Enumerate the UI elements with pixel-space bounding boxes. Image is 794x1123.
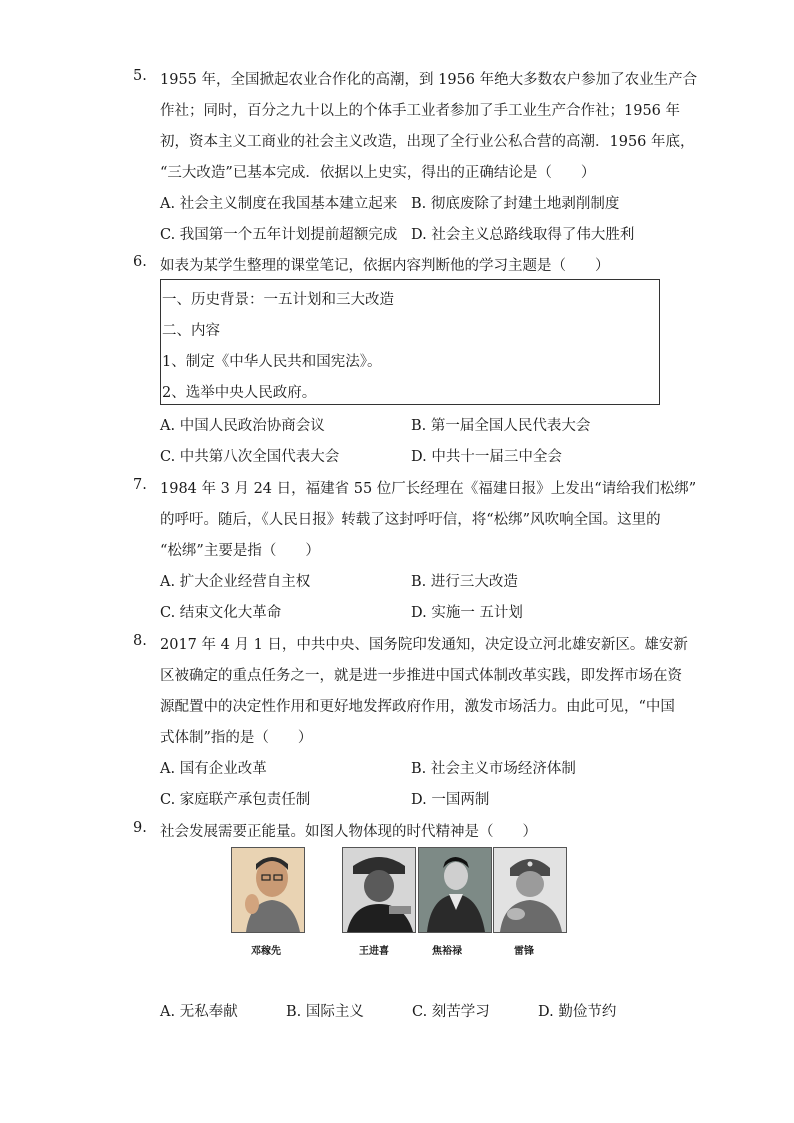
question-text-line: 1984 年 3 月 24 日，福建省 55 位厂长经理在《福建日报》上发出“请给我们松绑” — [160, 481, 697, 497]
figures-photo-strip — [231, 847, 565, 933]
option-a[interactable]: A. 中国人民政治协商会议 — [160, 418, 325, 434]
question-number: 6. — [133, 254, 147, 270]
option-a[interactable]: A. 国有企业改革 — [160, 761, 267, 777]
person-icon — [343, 848, 415, 932]
option-d[interactable]: D. 中共十一届三中全会 — [411, 449, 562, 465]
question-number: 7. — [133, 477, 147, 493]
question-number: 8. — [133, 633, 147, 649]
notes-row: 2、选举中央人民政府。 — [162, 385, 317, 401]
person-icon — [419, 848, 491, 932]
question-text-line: 初，资本主义工商业的社会主义改造，出现了全行业公私合营的高潮．1956 年底， — [160, 134, 695, 150]
question-number: 5. — [133, 68, 147, 84]
option-c[interactable]: C. 家庭联产承包责任制 — [160, 792, 311, 808]
person-icon — [232, 848, 304, 932]
portrait-photo-4 — [493, 847, 567, 933]
option-b[interactable]: B. 社会主义市场经济体制 — [411, 761, 576, 777]
class-notes-table — [160, 279, 660, 405]
option-a[interactable]: A. 扩大企业经营自主权 — [160, 574, 311, 590]
question-text-line: 源配置中的决定性作用和更好地发挥政府作用，激发市场活力。由此可见，“中国 — [160, 699, 675, 715]
option-c[interactable]: C. 我国第一个五年计划提前超额完成 — [160, 227, 398, 243]
photo-caption-2: 王进喜 — [359, 946, 389, 957]
option-b[interactable]: B. 第一届全国人民代表大会 — [411, 418, 591, 434]
option-b[interactable]: B. 进行三大改造 — [411, 574, 518, 590]
option-a[interactable]: A. 社会主义制度在我国基本建立起来 — [160, 196, 398, 212]
option-b[interactable]: B. 国际主义 — [286, 1004, 364, 1020]
question-text-line: 区被确定的重点任务之一，就是进一步推进中国式体制改革实践，即发挥市场在资 — [160, 668, 682, 684]
notes-row: 二、内容 — [162, 323, 220, 339]
question-text-line: “松绑”主要是指（ ） — [160, 543, 320, 559]
option-c[interactable]: C. 刻苦学习 — [412, 1004, 490, 1020]
person-icon — [494, 848, 566, 932]
option-d[interactable]: D. 勤俭节约 — [538, 1004, 617, 1020]
question-text-line: 式体制”指的是（ ） — [160, 730, 313, 746]
portrait-photo-1 — [231, 847, 305, 933]
portrait-photo-2 — [342, 847, 416, 933]
photo-caption-3: 焦裕禄 — [432, 946, 462, 957]
question-text-line: 如表为某学生整理的课堂笔记，依据内容判断他的学习主题是（ ） — [160, 258, 610, 274]
photo-caption-1: 邓稼先 — [251, 946, 281, 957]
question-text-line: 2017 年 4 月 1 日，中共中央、国务院印发通知，决定设立河北雄安新区。雄安新 — [160, 637, 688, 653]
option-d[interactable]: D. 一国两制 — [411, 792, 490, 808]
photo-caption-4: 雷锋 — [514, 946, 534, 957]
question-text-line: 的呼吁。随后，《人民日报》转载了这封呼吁信，将“松绑”风吹响全国。这里的 — [160, 512, 661, 528]
option-d[interactable]: D. 社会主义总路线取得了伟大胜利 — [411, 227, 635, 243]
question-number: 9. — [133, 820, 147, 836]
option-c[interactable]: C. 中共第八次全国代表大会 — [160, 449, 340, 465]
question-text-line: “三大改造”已基本完成．依据以上史实，得出的正确结论是（ ） — [160, 165, 596, 181]
option-b[interactable]: B. 彻底废除了封建土地剥削制度 — [411, 196, 620, 212]
option-a[interactable]: A. 无私奉献 — [160, 1004, 238, 1020]
notes-row: 一、历史背景：一五计划和三大改造 — [162, 292, 394, 308]
portrait-photo-3 — [418, 847, 492, 933]
option-d[interactable]: D. 实施一 五计划 — [411, 605, 523, 621]
option-c[interactable]: C. 结束文化大革命 — [160, 605, 282, 621]
question-text-line: 作社；同时，百分之九十以上的个体手工业者参加了手工业生产合作社；1956 年 — [160, 103, 681, 119]
notes-row: 1、制定《中华人民共和国宪法》。 — [162, 354, 382, 370]
question-text-line: 1955 年，全国掀起农业合作化的高潮，到 1956 年绝大多数农户参加了农业生产合 — [160, 72, 698, 88]
question-text-line: 社会发展需要正能量。如图人物体现的时代精神是（ ） — [160, 824, 537, 840]
